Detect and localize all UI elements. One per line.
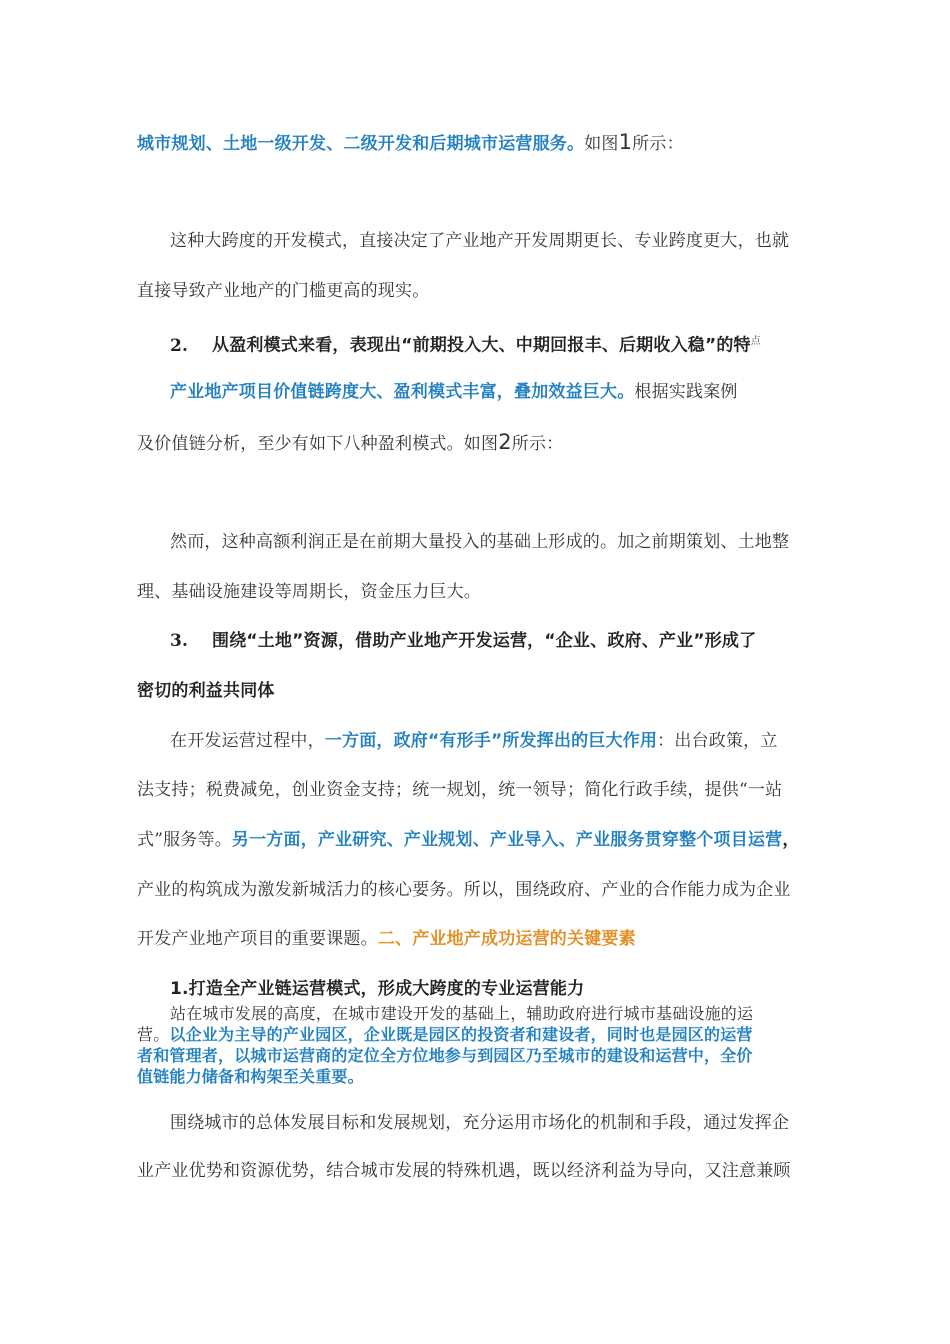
paragraph-line: 开发产业地产项目的重要课题。二、产业地产成功运营的关键要素 xyxy=(137,929,636,949)
paragraph-line: 式”服务等。另一方面，产业研究、产业规划、产业导入、产业服务贯穿整个项目运营， xyxy=(137,830,800,850)
highlight-text: 以企业为主导的产业园区，企业既是园区的投资者和建设者，同时也是园区的运营 xyxy=(169,1025,753,1044)
highlight-text: 者和管理者，以城市运营商的定位全方位地参与到园区乃至城市的建设和运营中，全价 xyxy=(137,1046,753,1065)
paragraph-line: 站在城市发展的高度，在城市建设开发的基础上，辅助政府进行城市基础设施的运 xyxy=(170,1004,754,1023)
subsection-title: 1.打造全产业链运营模式，形成大跨度的专业运营能力 xyxy=(170,979,585,999)
section-heading-2: 2. 从盈利模式来看，表现出“前期投入大、中期回报丰、后期收入稳”的特$^点$ xyxy=(170,335,761,356)
highlight-text: 另一方面，产业研究、产业规划、产业导入、产业服务贯穿整个项目运营 xyxy=(231,830,783,850)
section-heading-3: 3. 围绕“土地”资源，借助产业地产开发运营，“企业、政府、产业”形成了 xyxy=(170,631,757,651)
paragraph-line: 直接导致产业地产的门槛更高的现实。 xyxy=(137,281,430,301)
highlight-text: 城市规划、土地一级开发、二级开发和后期城市运营服务。 xyxy=(137,134,585,154)
figure-number: 1 xyxy=(618,130,633,154)
paragraph-line: 业产业优势和资源优势，结合城市发展的特殊机遇，既以经济利益为导向，又注意兼顾 xyxy=(137,1161,791,1181)
section-heading-3-cont: 密切的利益共同体 xyxy=(137,681,275,701)
paragraph-line: 在开发运营过程中，一方面，政府“有形手”所发挥出的巨大作用：出台政策，立 xyxy=(170,731,778,751)
figure-number: 2 xyxy=(498,430,512,454)
paragraph-line: 产业的构筑成为激发新城活力的核心要务。所以，围绕政府、产业的合作能力成为企业 xyxy=(137,880,791,900)
paragraph-line: 然而，这种高额利润正是在前期大量投入的基础上形成的。加之前期策划、土地整 xyxy=(170,532,790,552)
paragraph-line: 法支持；税费减免，创业资金支持；统一规划，统一领导；简化行政手续，提供“一站 xyxy=(137,780,783,800)
highlight-text: 值链能力储备和构架至关重要。 xyxy=(137,1067,364,1086)
paragraph-line: 营。以企业为主导的产业园区，企业既是园区的投资者和建设者，同时也是园区的运营 xyxy=(137,1025,753,1044)
paragraph-line: 产业地产项目价值链跨度大、盈利模式丰富，叠加效益巨大。根据实践案例 xyxy=(170,382,738,402)
paragraph-line: 城市规划、土地一级开发、二级开发和后期城市运营服务。如图1所示： xyxy=(137,130,684,154)
highlight-text: 产业地产项目价值链跨度大、盈利模式丰富，叠加效益巨大。 xyxy=(170,382,635,402)
paragraph-line: 及价值链分析，至少有如下八种盈利模式。如图2所示： xyxy=(137,430,564,454)
chapter-heading: 二、产业地产成功运营的关键要素 xyxy=(377,929,636,949)
highlight-text: 一方面，政府“有形手”所发挥出的巨大作用 xyxy=(324,731,658,751)
paragraph-line: 围绕城市的总体发展目标和发展规划，充分运用市场化的机制和手段，通过发挥企 xyxy=(170,1113,790,1133)
paragraph-line: 理、基础设施建设等周期长，资金压力巨大。 xyxy=(137,582,481,602)
paragraph-line: 这种大跨度的开发模式，直接决定了产业地产开发周期更长、专业跨度更大，也就 xyxy=(170,231,790,251)
